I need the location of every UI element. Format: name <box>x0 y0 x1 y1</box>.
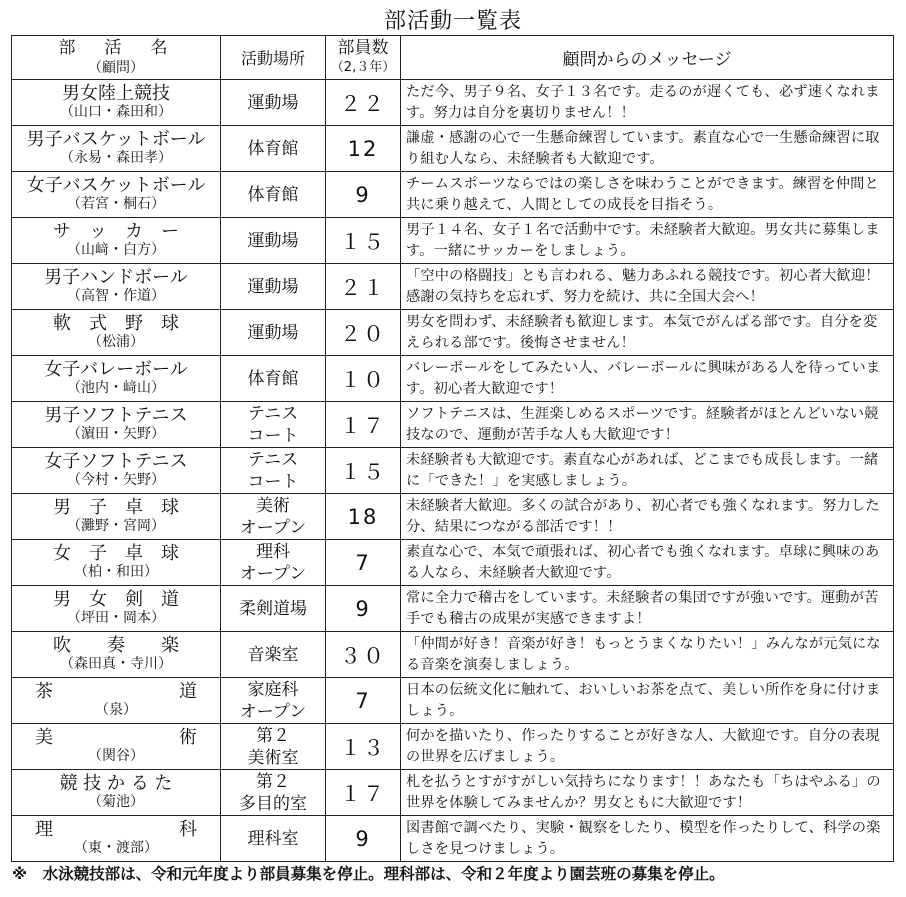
club-message: ただ今、男子９名、女子１３名です。走るのが遅くても、必ず速くなれます。努力は自分を裏切りません！！ <box>401 80 894 126</box>
table-row <box>12 172 894 218</box>
club-advisors: （菊池） <box>88 793 144 810</box>
club-place: 理科 オープン <box>221 540 326 586</box>
table-row <box>12 678 894 724</box>
club-advisors: （今村・矢野） <box>67 471 165 488</box>
header-club-name <box>12 36 221 80</box>
club-place: 運動場 <box>221 310 326 356</box>
club-message: 「仲間が好き！音楽が好き！もっとうまくなりたい！」みんなが元気になる音楽を演奏しましょう。 <box>401 632 894 678</box>
club-member-count: 9 <box>326 172 401 218</box>
club-place: 体育館 <box>221 172 326 218</box>
club-advisors: （松浦） <box>88 333 144 350</box>
header-advisor-label: （顧問） <box>88 59 144 76</box>
club-name: 男子ソフトテニス <box>44 404 188 426</box>
club-name: 競 技 か る た <box>59 772 173 794</box>
club-member-count: 18 <box>326 494 401 540</box>
club-advisors: （池内・﨑山） <box>67 379 165 396</box>
header-members <box>326 36 401 80</box>
club-member-count: １５ <box>326 218 401 264</box>
table-row <box>12 448 894 494</box>
table-header-row <box>12 36 894 80</box>
club-name: サ ッ カ ー <box>53 220 179 242</box>
club-message: チームスポーツならではの楽しさを味わうことができます。練習を仲間と共に乗り越えて、人間としての成長を目指そう。 <box>401 172 894 218</box>
club-name-cell <box>12 264 221 310</box>
club-place: 運動場 <box>221 264 326 310</box>
club-name-cell <box>12 356 221 402</box>
club-member-count: 12 <box>326 126 401 172</box>
club-name-cell <box>12 126 221 172</box>
club-name: 男女陸上競技 <box>62 82 170 104</box>
club-name-cell <box>12 402 221 448</box>
club-message: 「空中の格闘技」とも言われる、魅力あふれる競技です。初心者大歓迎！感謝の気持ちを忘れず、努力を続け、共に全国大会へ！ <box>401 264 894 310</box>
club-message: 男子１４名、女子１名で活動中です。未経験者大歓迎。男女共に募集します。一緒にサッカーをしましょう。 <box>401 218 894 264</box>
club-member-count: 7 <box>326 678 401 724</box>
club-advisors: （泉） <box>95 701 137 718</box>
club-message: 常に全力で稽古をしています。未経験者の集団ですが強いです。運動が苦手でも稽古の成果が実感できますよ！ <box>401 586 894 632</box>
club-member-count: ２２ <box>326 80 401 126</box>
club-name: 男子ハンドボール <box>44 266 188 288</box>
club-message: 札を払うとすがすがしい気持ちになります！！あなたも「ちはやふる」の世界を体験してみませんか？男女ともに大歓迎です！ <box>401 770 894 816</box>
club-name-cell <box>12 172 221 218</box>
club-name: 女子ソフトテニス <box>44 450 188 472</box>
club-place: 柔剣道場 <box>221 586 326 632</box>
club-member-count: 9 <box>326 586 401 632</box>
club-name-cell <box>12 770 221 816</box>
club-message: 男女を問わず、未経験者も歓迎します。本気でがんばる部です。自分を変えられる部です。後悔させません！ <box>401 310 894 356</box>
table-row <box>12 770 894 816</box>
header-members-label: 部員数 <box>337 37 389 58</box>
club-message: バレーボールをしてみたい人、バレーボールに興味がある人を待っています。初心者大歓迎です！ <box>401 356 894 402</box>
club-name-cell <box>12 80 221 126</box>
table-row <box>12 402 894 448</box>
club-message: 未経験者大歓迎。多くの試合があり、初心者でも強くなれます。努力した分、結果につながる部活です！！ <box>401 494 894 540</box>
club-advisors: （灘野・宮岡） <box>67 517 165 534</box>
club-member-count: ３０ <box>326 632 401 678</box>
club-place: テニス コート <box>221 448 326 494</box>
page-title: 部活動一覧表 <box>383 9 522 34</box>
table-row <box>12 126 894 172</box>
club-advisors: （濵田・矢野） <box>67 425 165 442</box>
table-row <box>12 724 894 770</box>
club-name: 女子バスケットボール <box>26 174 206 196</box>
table-row <box>12 816 894 862</box>
club-place: 美術 オープン <box>221 494 326 540</box>
club-member-count: 9 <box>326 816 401 862</box>
club-place: 運動場 <box>221 218 326 264</box>
club-table <box>11 35 894 862</box>
table-row <box>12 264 894 310</box>
club-place: 家庭科 オープン <box>221 678 326 724</box>
club-member-count: ２１ <box>326 264 401 310</box>
club-place: 体育館 <box>221 126 326 172</box>
header-message: 顧問からのメッセージ <box>401 36 894 80</box>
club-place: 理科室 <box>221 816 326 862</box>
club-message: 謙虚・感謝の心で一生懸命練習しています。素直な心で一生懸命練習に取り組む人なら、未経験者も大歓迎です。 <box>401 126 894 172</box>
club-member-count: １７ <box>326 402 401 448</box>
table-row <box>12 494 894 540</box>
table-row <box>12 310 894 356</box>
club-name: 男 子 卓 球 <box>53 496 179 518</box>
club-advisors: （若宮・桐石） <box>67 195 165 212</box>
club-place: 第２ 多目的室 <box>221 770 326 816</box>
table-row <box>12 218 894 264</box>
club-name: 軟 式 野 球 <box>53 312 179 334</box>
club-name-cell <box>12 724 221 770</box>
club-message: 未経験者も大歓迎です。素直な心があれば、どこまでも成長します。一緒に「できた！」を実感しましょう。 <box>401 448 894 494</box>
club-name: 男子バスケットボール <box>26 128 206 150</box>
club-place: 体育館 <box>221 356 326 402</box>
club-name: 茶 道 <box>35 680 197 702</box>
club-name-cell <box>12 816 221 862</box>
header-grades-label: （2,３年） <box>330 59 396 75</box>
club-member-count: １７ <box>326 770 401 816</box>
club-name-cell <box>12 218 221 264</box>
club-place: 第２ 美術室 <box>221 724 326 770</box>
club-name-cell <box>12 540 221 586</box>
club-name-cell <box>12 494 221 540</box>
club-advisors: （山口・森田和） <box>60 103 172 120</box>
club-message: 何かを描いたり、作ったりすることが好きな人、大歓迎です。自分の表現の世界を広げましょう。 <box>401 724 894 770</box>
footnote: ※ 水泳競技部は、令和元年度より部員募集を停止。理科部は、令和２年度より園芸班の募集を停止。 <box>12 865 725 883</box>
club-advisors: （関谷） <box>88 747 144 764</box>
table-row <box>12 632 894 678</box>
club-member-count: １５ <box>326 448 401 494</box>
club-member-count: ２０ <box>326 310 401 356</box>
club-advisors: （柏・和田） <box>74 563 158 580</box>
club-advisors: （永易・森田孝） <box>60 149 172 166</box>
club-name-cell <box>12 310 221 356</box>
club-place: 音楽室 <box>221 632 326 678</box>
club-member-count: 7 <box>326 540 401 586</box>
club-advisors: （東・渡部） <box>74 839 158 856</box>
club-member-count: １０ <box>326 356 401 402</box>
club-name: 女 子 卓 球 <box>53 542 179 564</box>
table-row <box>12 540 894 586</box>
club-place: テニス コート <box>221 402 326 448</box>
club-advisors: （山﨑・白方） <box>67 241 165 258</box>
club-name-cell <box>12 678 221 724</box>
table-row <box>12 80 894 126</box>
club-name: 女子バレーボール <box>44 358 188 380</box>
club-member-count: １３ <box>326 724 401 770</box>
club-name-cell <box>12 448 221 494</box>
club-place: 運動場 <box>221 80 326 126</box>
club-name: 男 女 剣 道 <box>53 588 179 610</box>
club-message: 図書館で調べたり、実験・観察をしたり、模型を作ったりして、科学の楽しさを見つけましょう。 <box>401 816 894 862</box>
club-message: ソフトテニスは、生涯楽しめるスポーツです。経験者がほとんどいない競技なので、運動が苦手な人も大歓迎です！ <box>401 402 894 448</box>
club-advisors: （高智・作道） <box>67 287 165 304</box>
club-advisors: （森田真・寺川） <box>60 655 172 672</box>
header-place: 活動場所 <box>221 36 326 80</box>
club-advisors: （坪田・岡本） <box>67 609 165 626</box>
club-name: 理 科 <box>35 818 197 840</box>
club-name-cell <box>12 632 221 678</box>
table-row <box>12 586 894 632</box>
header-name-label: 部 活 名 <box>58 37 174 58</box>
table-row <box>12 356 894 402</box>
club-message: 日本の伝統文化に触れて、おいしいお茶を点て、美しい所作を身に付けましょう。 <box>401 678 894 724</box>
club-name: 美 術 <box>35 726 197 748</box>
club-message: 素直な心で、本気で頑張れば、初心者でも強くなれます。卓球に興味のある人なら、未経験者大歓迎です。 <box>401 540 894 586</box>
club-name-cell <box>12 586 221 632</box>
club-name: 吹 奏 楽 <box>53 634 179 656</box>
